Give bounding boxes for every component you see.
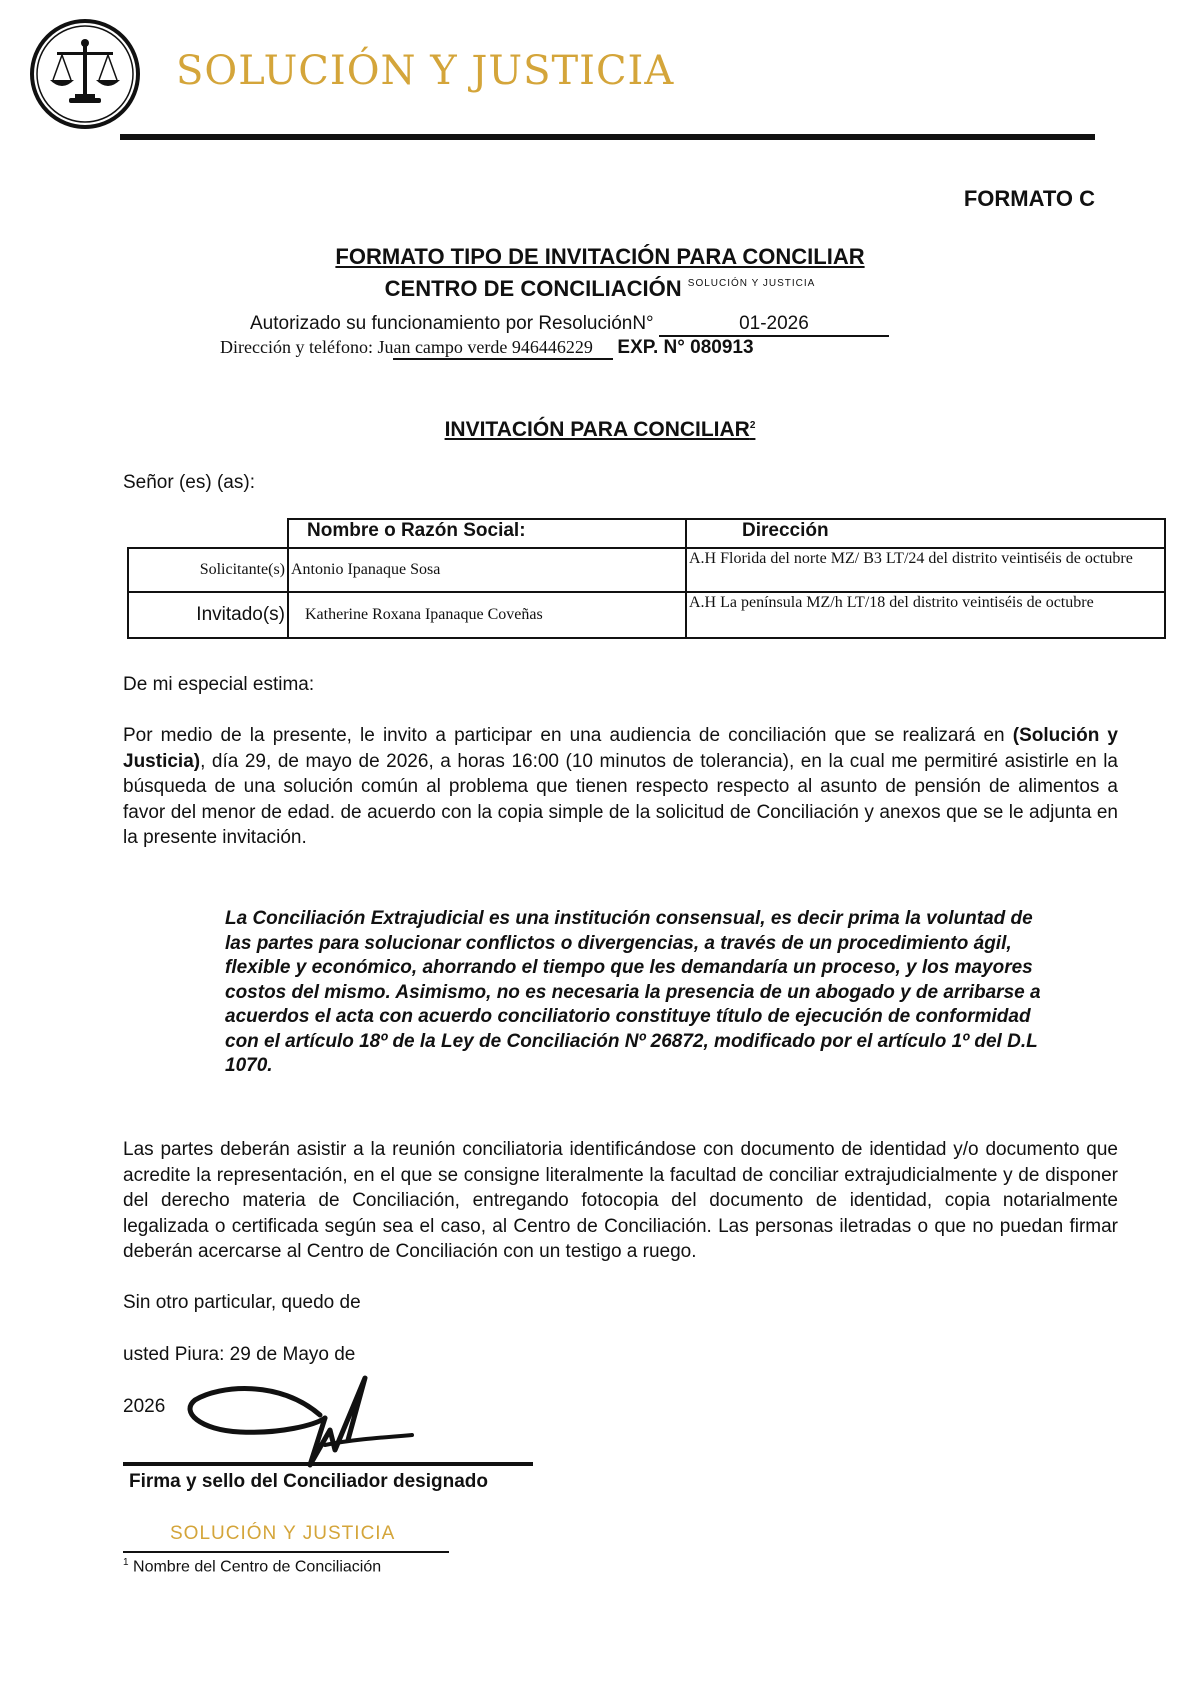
parties-table — [127, 518, 1166, 639]
scales-of-justice-icon — [29, 18, 141, 130]
form-code: FORMATO C — [963, 186, 1095, 211]
authorization-label: Autorizado su funcionamiento por ResoluciónN° — [250, 313, 654, 334]
row-role: Solicitante(s) — [128, 548, 288, 592]
center-title-sup: SOLUCIÓN Y JUSTICIA — [687, 278, 816, 289]
logo — [29, 18, 141, 130]
expedient-number: EXP. N° 080913 — [617, 337, 754, 358]
stamp-rule — [123, 1551, 449, 1553]
center-name-bold: (Solución y Justicia) — [123, 725, 1118, 772]
closing-line-3: 2026 — [123, 1396, 166, 1417]
header-address: Dirección — [686, 519, 1165, 548]
table-corner — [128, 519, 288, 548]
signature-line — [123, 1462, 533, 1466]
legal-quote: La Conciliación Extrajudicial es una institución consensual, es decir prima la voluntad de las partes para solucionar conflictos o divergencias, a través de un procedimiento ágil, flexible y económico, ahorrando el tiempo que les demandaría un proceso, y los mayores costos del mismo. Asimismo, no es necesaria la presencia de un abogado y de arribarse a acuerdos el acta con acuerdo conciliatorio constituye título de ejecución de conformidad con el artículo 18º de la Ley de Conciliación Nº 26872, modificado por el artículo 1º del D.L 1070. — [225, 908, 1041, 1076]
authorization-value: 01-2026 — [659, 313, 889, 337]
address-line — [220, 337, 754, 360]
greeting: De mi especial estima: — [123, 674, 315, 695]
closing-line-2: usted Piura: 29 de Mayo de — [123, 1344, 356, 1365]
header-name: Nombre o Razón Social: — [288, 519, 686, 548]
handwritten-signature — [180, 1370, 420, 1470]
signature-label: Firma y sello del Conciliador designado — [129, 1471, 488, 1492]
footnote: $^1$ Nombre del Centro de Conciliación — [123, 1557, 382, 1576]
invitation-footnote-mark: 2 — [749, 420, 756, 431]
center-stamp: SOLUCIÓN Y JUSTICIA — [170, 1523, 396, 1544]
table-row — [128, 592, 1165, 638]
row-role: Invitado(s) — [128, 592, 288, 638]
invitation-title: INVITACIÓN PARA CONCILIAR$^2$ — [444, 418, 756, 441]
brand-name: SOLUCIÓN Y JUSTICIA — [176, 48, 675, 94]
address-value: an campo verde 946446229 — [393, 337, 612, 360]
table-row — [128, 548, 1165, 592]
row-name: Katherine Roxana Ipanaque Coveñas — [288, 592, 686, 638]
paragraph-2: Las partes deberán asistir a la reunión conciliatoria identificándose con documento de identidad y/o documento que acredite la representación, en el que se consigne literalmente la facultad de conciliar extrajudicialmente y de disponer del derecho materia de Conciliación, entregando fotocopia del documento de identidad, copia notarialmente legalizada o certificada según sea el caso, al Centro de Conciliación. Las personas iletradas o que no puedan firmar deberán acercarse al Centro de Conciliación con un testigo a ruego. — [123, 1139, 1118, 1262]
table-header-row — [128, 519, 1165, 548]
row-address: A.H La península MZ/h LT/18 del distrito veintiséis de octubre — [686, 592, 1165, 638]
row-address: A.H Florida del norte MZ/ B3 LT/24 del distrito veintiséis de octubre — [686, 548, 1165, 592]
row-name: Antonio Ipanaque Sosa — [288, 548, 686, 592]
center-title: CENTRO DE CONCILIACIÓN $^{SOLUCIÓN Y JUSTICIA}$ — [384, 276, 816, 301]
header-rule — [120, 134, 1095, 140]
closing-line-1: Sin otro particular, quedo de — [123, 1292, 361, 1313]
paragraph-1: Por medio de la presente, le invito a participar en una audiencia de conciliación que se realizará en (Solución y Justicia), día 29, de mayo de 2026, a horas 16:00 (10 minutos de tolerancia), en la cual me permitiré asistirle en la búsqueda de una solución común al problema que tienen respecto respecto al asunto de pensión de alimentos a favor del menor de edad. de acuerdo con la copia simple de la solicitud de Conciliación y anexos que se le adjunta en la presente invitación. — [123, 725, 1118, 848]
document-title: FORMATO TIPO DE INVITACIÓN PARA CONCILIAR — [335, 244, 865, 269]
salutation: Señor (es) (as): — [123, 472, 255, 493]
authorization-line — [250, 313, 889, 337]
address-label: Dirección y teléfono: Ju — [220, 337, 394, 357]
footnote-mark: 1 — [123, 1557, 129, 1568]
